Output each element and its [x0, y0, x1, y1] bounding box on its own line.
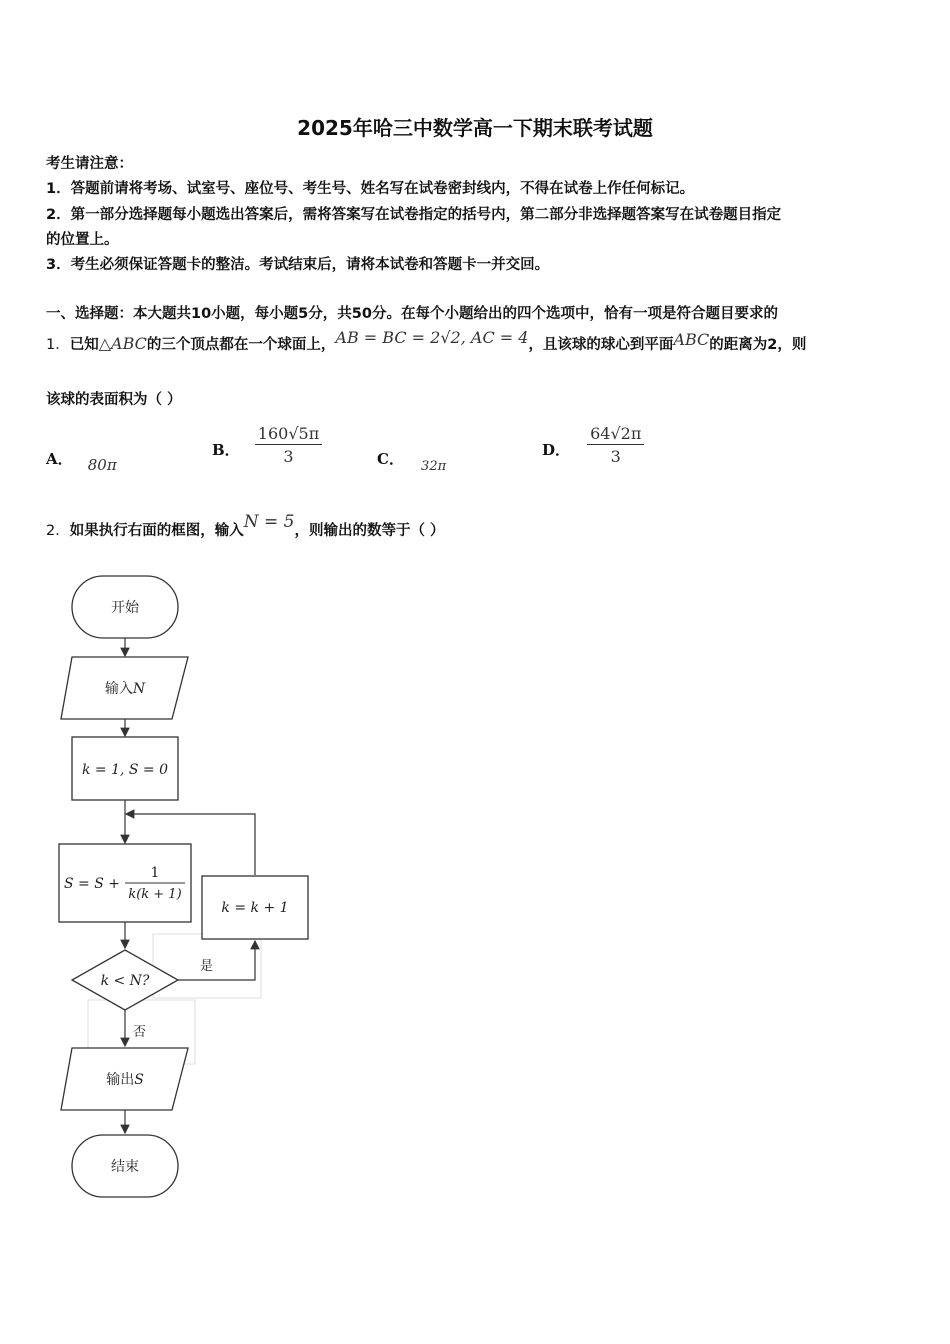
- flow-output-text: [106, 1072, 144, 1088]
- q2-text: ，则输出的数等于（ ）: [294, 523, 445, 539]
- option-a[interactable]: [46, 448, 117, 474]
- option-d[interactable]: [542, 424, 644, 466]
- flow-yes-branch: [178, 941, 255, 980]
- flow-decision-label: k < N?: [100, 973, 150, 989]
- flow-input-text: [105, 681, 146, 697]
- option-b-denominator: 3: [283, 447, 294, 466]
- flow-sum-left: S = S +: [64, 876, 120, 892]
- notice-line-2b: 的位置上。: [46, 232, 119, 248]
- option-d-fraction: [587, 424, 644, 466]
- flowchart: [0, 560, 340, 1210]
- question-2: [46, 512, 445, 540]
- option-c-label: C．: [377, 450, 404, 468]
- flow-end-label: 结束: [111, 1159, 139, 1175]
- option-a-label: A．: [46, 450, 73, 468]
- notice-line-2a: 2．第一部分选择题每小题选出答案后，需将答案写在试卷指定的括号内，第二部分非选择题答案写在试卷题目指定: [46, 207, 782, 223]
- flow-increment-label: k = k + 1: [221, 900, 289, 916]
- q1-sides-math: AB = BC = 2√2, AC = 4: [335, 328, 529, 347]
- flow-input-label: 输入: [104, 681, 133, 697]
- flow-sum-numerator: 1: [150, 865, 160, 881]
- option-b-numerator: 160√5π: [255, 424, 322, 445]
- flow-output-label: 输出: [106, 1072, 135, 1088]
- option-a-value: 80π: [87, 456, 117, 474]
- q1-text: 已知: [69, 337, 99, 353]
- question-number: 2．: [46, 523, 70, 539]
- flow-output-var: S: [134, 1072, 144, 1088]
- notice-line-1: 1．答题前请将考场、试室号、座位号、考生号、姓名写在试卷密封线内，不得在试卷上作任何标记。: [46, 181, 695, 197]
- q1-triangle-math: △ABC: [98, 334, 147, 353]
- option-b[interactable]: [212, 424, 322, 466]
- q2-n-math: N = 5: [243, 512, 295, 532]
- question-number: 1．: [46, 337, 70, 353]
- flow-yes-label: 是: [200, 959, 214, 974]
- section-heading: 一、选择题：本大题共10小题，每小题5分，共50分。在每个小题给出的四个选项中，恰有一项是符合题目要求的: [46, 306, 778, 322]
- question-1-line-2: 该球的表面积为（ ）: [46, 392, 182, 408]
- notice-line-3: 3．考生必须保证答题卡的整洁。考试结束后，请将本试卷和答题卡一并交回。: [46, 257, 550, 273]
- flow-input-var: N: [132, 681, 146, 697]
- page-title: 2025年哈三中数学高一下期末联考试题: [297, 116, 653, 140]
- flow-start-label: 开始: [111, 600, 139, 616]
- q1-text: 的距离为2，则: [709, 337, 807, 353]
- option-d-label: D．: [542, 440, 571, 459]
- option-b-label: B．: [212, 440, 240, 459]
- question-1-line-1: [46, 328, 807, 354]
- flow-sum-denominator: k(k + 1): [128, 887, 182, 902]
- option-c-value: 32π: [421, 459, 447, 474]
- notice-heading: 考生请注意：: [46, 156, 133, 172]
- option-d-numerator: 64√2π: [587, 424, 644, 445]
- q2-text: 如果执行右面的框图，输入: [69, 523, 244, 539]
- flow-init-label: k = 1, S = 0: [81, 762, 169, 778]
- q1-plane-math: ABC: [673, 330, 710, 349]
- option-d-denominator: 3: [610, 447, 621, 466]
- flow-no-label: 否: [133, 1025, 147, 1040]
- q1-text: ，且该球的球心到平面: [528, 337, 674, 353]
- q1-text: 的三个顶点都在一个球面上，: [146, 337, 336, 353]
- option-b-fraction: [255, 424, 322, 466]
